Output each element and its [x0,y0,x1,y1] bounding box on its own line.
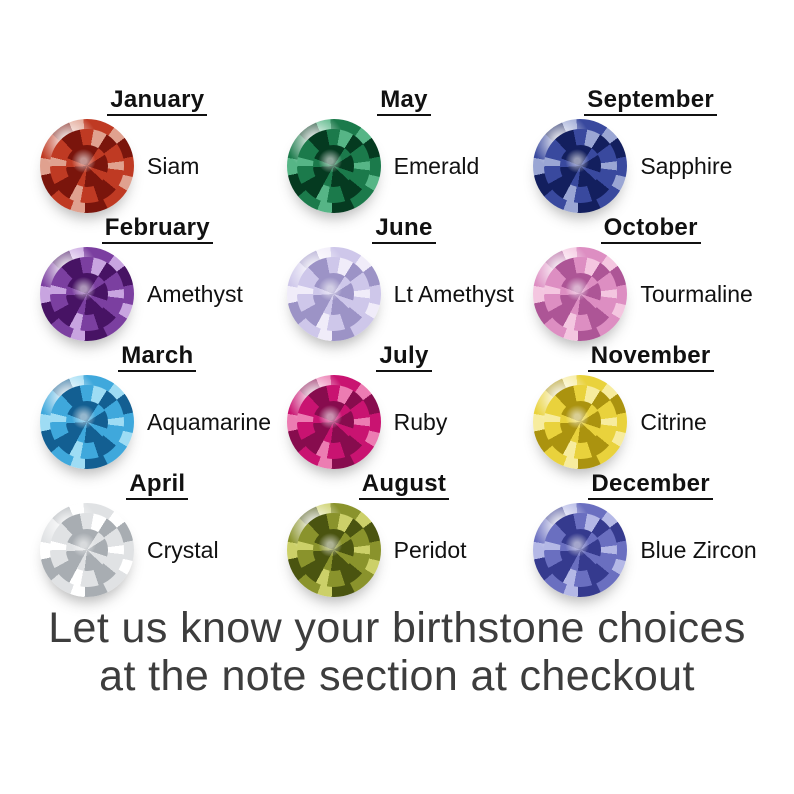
birthstone-cell-september [527,88,774,216]
month-heading [281,472,528,500]
stone-name: Crystal [147,536,219,563]
stone-name: Aquamarine [147,408,272,435]
month-label: June [372,216,435,244]
gem-and-name [533,503,774,597]
month-heading [281,216,528,244]
gem-icon-siam [40,119,134,213]
month-heading [34,472,281,500]
gem-icon-blue-zircon [533,503,627,597]
gem-and-name [40,503,281,597]
month-label: March [118,344,196,372]
stone-name: Ruby [393,408,448,435]
month-heading [527,88,774,116]
birthstone-cell-february [34,216,281,344]
gem-and-name [533,375,774,469]
footer-line-1: Let us know your birthstone choices [48,604,746,652]
birthstone-cell-march [34,344,281,472]
footer-line-2: at the note section at checkout [99,652,695,700]
stone-name: Emerald [393,152,480,179]
stone-name: Peridot [393,536,467,563]
gem-and-name [287,247,528,341]
gem-icon-amethyst [40,247,134,341]
month-heading [34,88,281,116]
stone-name: Lt Amethyst [393,280,514,307]
month-label: February [102,216,213,244]
gem-and-name [287,375,528,469]
month-label: December [588,472,712,500]
footer-note [0,604,794,700]
month-label: November [588,344,714,372]
birthstone-cell-november [527,344,774,472]
gem-icon-ruby [287,375,381,469]
stone-name: Amethyst [147,280,243,307]
gem-and-name [40,119,281,213]
month-heading [281,88,528,116]
gem-icon-lt-amethyst [287,247,381,341]
month-heading [34,344,281,372]
birthstone-cell-april [34,472,281,600]
birthstone-cell-december [527,472,774,600]
month-label: May [377,88,431,116]
gem-and-name [40,375,281,469]
birthstone-cell-may [281,88,528,216]
gem-icon-tourmaline [533,247,627,341]
month-label: July [376,344,431,372]
stone-name: Citrine [640,408,707,435]
gem-and-name [287,503,528,597]
birthstone-cell-january [34,88,281,216]
gem-and-name [533,119,774,213]
birthstone-cell-august [281,472,528,600]
gem-icon-crystal [40,503,134,597]
month-label: September [584,88,717,116]
stone-name: Tourmaline [640,280,753,307]
stone-name: Blue Zircon [640,536,757,563]
month-heading [527,344,774,372]
birthstone-grid [34,88,774,600]
gem-and-name [287,119,528,213]
month-heading [527,216,774,244]
month-label: April [126,472,188,500]
month-label: January [107,88,207,116]
stone-name: Siam [147,152,200,179]
month-heading [281,344,528,372]
birthstone-cell-october [527,216,774,344]
gem-and-name [40,247,281,341]
gem-icon-citrine [533,375,627,469]
month-label: August [359,472,449,500]
gem-icon-sapphire [533,119,627,213]
month-heading [34,216,281,244]
gem-icon-peridot [287,503,381,597]
birthstone-cell-june [281,216,528,344]
month-heading [527,472,774,500]
stone-name: Sapphire [640,152,733,179]
gem-icon-aquamarine [40,375,134,469]
gem-icon-emerald [287,119,381,213]
month-label: October [601,216,701,244]
birthstone-cell-july [281,344,528,472]
gem-and-name [533,247,774,341]
